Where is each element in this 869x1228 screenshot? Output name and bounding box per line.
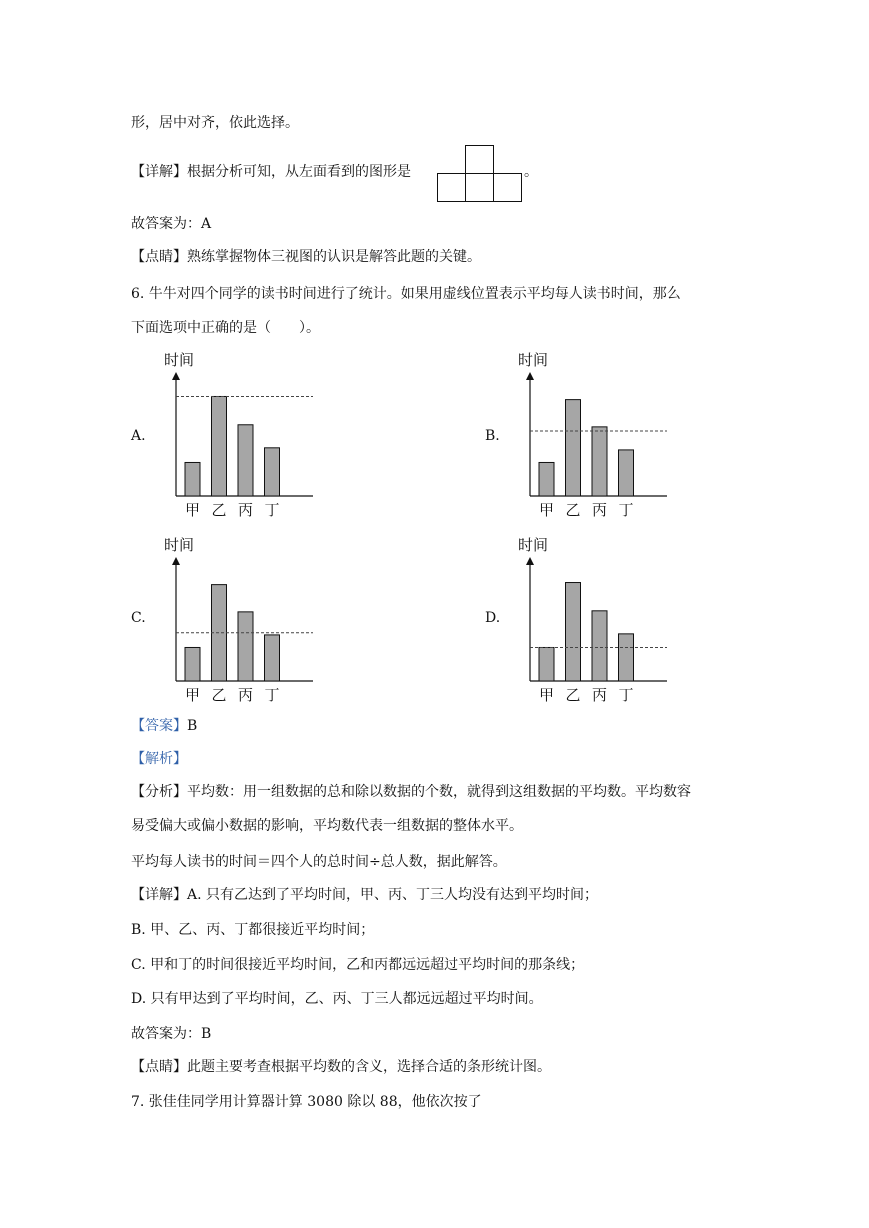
bar-乙 [566,400,581,496]
bar-乙 [212,396,227,496]
x-tick-label: 乙 [565,501,581,519]
x-tick-label: 乙 [565,686,581,704]
text-span: 7. 张佳佳同学用计算器计算 3080 除以 88，他依次按了 [131,1094,482,1110]
question-7-line [131,1092,482,1112]
x-tick-label: 乙 [211,686,227,704]
key-point-tag-2: 【点睛】 [131,1059,187,1075]
y-axis-arrow [526,557,534,565]
text-span: 6. 牛牛对四个同学的读书时间进行了统计。如果用虚线位置表示平均每人读书时间，那么 [131,286,681,302]
answer-line-a [131,214,211,234]
bar-乙 [566,583,581,681]
analysis-line-2 [131,816,523,836]
y-axis-arrow [526,372,534,380]
bar-甲 [539,462,554,496]
x-tick-label: 丙 [237,686,254,704]
text-span: 【解析】 [131,751,187,767]
x-tick-label: 丙 [591,501,608,519]
option-label-a: A. [131,428,146,444]
x-tick-label: 丁 [264,501,280,519]
text-span: A. 只有乙达到了平均时间，甲、丙、丁三人均没有达到平均时间； [187,887,599,903]
y-axis-arrow [172,557,180,565]
bar-丙 [592,427,607,496]
figure-bottom-square-3 [494,174,522,202]
text-line-continuation [131,113,299,133]
analysis-tag: 【分析】 [131,784,187,800]
y-axis-label: 时间 [164,536,195,554]
chart-option-c [158,531,318,706]
text-span: D. 只有甲达到了平均时间，乙、丙、丁三人都远远超过平均时间。 [131,991,543,1007]
option-label-d: D. [485,610,501,626]
bar-丙 [238,612,253,681]
text-span: 易受偏大或偏小数据的影响，平均数代表一组数据的整体水平。 [131,818,523,834]
bar-丙 [592,611,607,681]
x-tick-label: 丙 [591,686,608,704]
text-span: B. 甲、乙、丙、丁都很接近平均时间； [131,922,375,938]
y-axis-label: 时间 [164,351,195,369]
option-label-b: B. [485,428,500,444]
text-span: 故答案为：A [131,216,212,232]
x-tick-label: 甲 [538,501,555,519]
explain-line-d [131,989,543,1009]
bar-丁 [265,635,280,681]
bar-丁 [265,448,280,496]
text-span: 故答案为：B [131,1026,212,1042]
chart-option-b [512,346,672,521]
text-span: 下面选项中正确的是（ ）。 [131,320,320,336]
text-span: 平均每人读书的时间＝四个人的总时间÷总人数，据此解答。 [131,854,507,870]
question-6-line-2 [131,318,320,338]
answer-line-b [131,1024,211,1044]
left-view-figure [437,145,527,203]
analysis-line-3 [131,852,507,872]
text-span: 形，居中对齐，依此选择。 [131,115,299,131]
key-point-text: 熟练掌握物体三视图的认识是解答此题的关键。 [187,249,481,265]
key-point-tag: 【点睛】 [131,249,187,265]
x-tick-label: 甲 [184,686,201,704]
bar-甲 [539,647,554,681]
figure-top-square [466,146,494,174]
x-tick-label: 丁 [618,501,634,519]
analysis-heading [131,749,187,769]
bar-丙 [238,425,253,496]
explain-line-a [131,885,598,905]
text-span: 平均数：用一组数据的总和除以数据的个数，就得到这组数据的平均数。平均数容 [187,784,691,800]
x-tick-label: 丙 [237,501,254,519]
chart-option-a [158,346,318,521]
key-point-line [131,247,481,267]
x-tick-label: 甲 [184,501,201,519]
y-axis-arrow [172,372,180,380]
figure-bottom-square-2 [466,174,494,202]
bar-丁 [619,450,634,496]
analysis-line-1 [131,782,691,802]
answer-tag: 【答案】 [131,718,187,734]
x-tick-label: 乙 [211,501,227,519]
text-span: 此题主要考查根据平均数的含义，选择合适的条形统计图。 [187,1059,551,1075]
bar-丁 [619,634,634,681]
bar-甲 [185,462,200,496]
x-tick-label: 丁 [618,686,634,704]
y-axis-label: 时间 [518,351,549,369]
detail-tag: 【详解】 [131,164,187,180]
figure-bottom-square-1 [438,174,466,202]
x-tick-label: 丁 [264,686,280,704]
explain-line-b [131,920,374,940]
x-tick-label: 甲 [538,686,555,704]
key-point-line-2 [131,1057,551,1077]
bar-甲 [185,647,200,681]
detail-text: 根据分析可知，从左面看到的图形是 [187,164,411,180]
explain-line-c [131,955,584,975]
answer-value: B [187,718,198,734]
text-span: C. 甲和丁的时间很接近平均时间，乙和丙都远远超过平均时间的那条线； [131,957,585,973]
detail-line [131,162,411,182]
answer-line [131,716,197,736]
chart-option-d [512,531,672,706]
option-label-c: C. [131,610,146,626]
detail-end-punct: 。 [524,164,538,180]
y-axis-label: 时间 [518,536,549,554]
explain-tag: 【详解】 [131,887,187,903]
question-6-line-1 [131,284,681,304]
